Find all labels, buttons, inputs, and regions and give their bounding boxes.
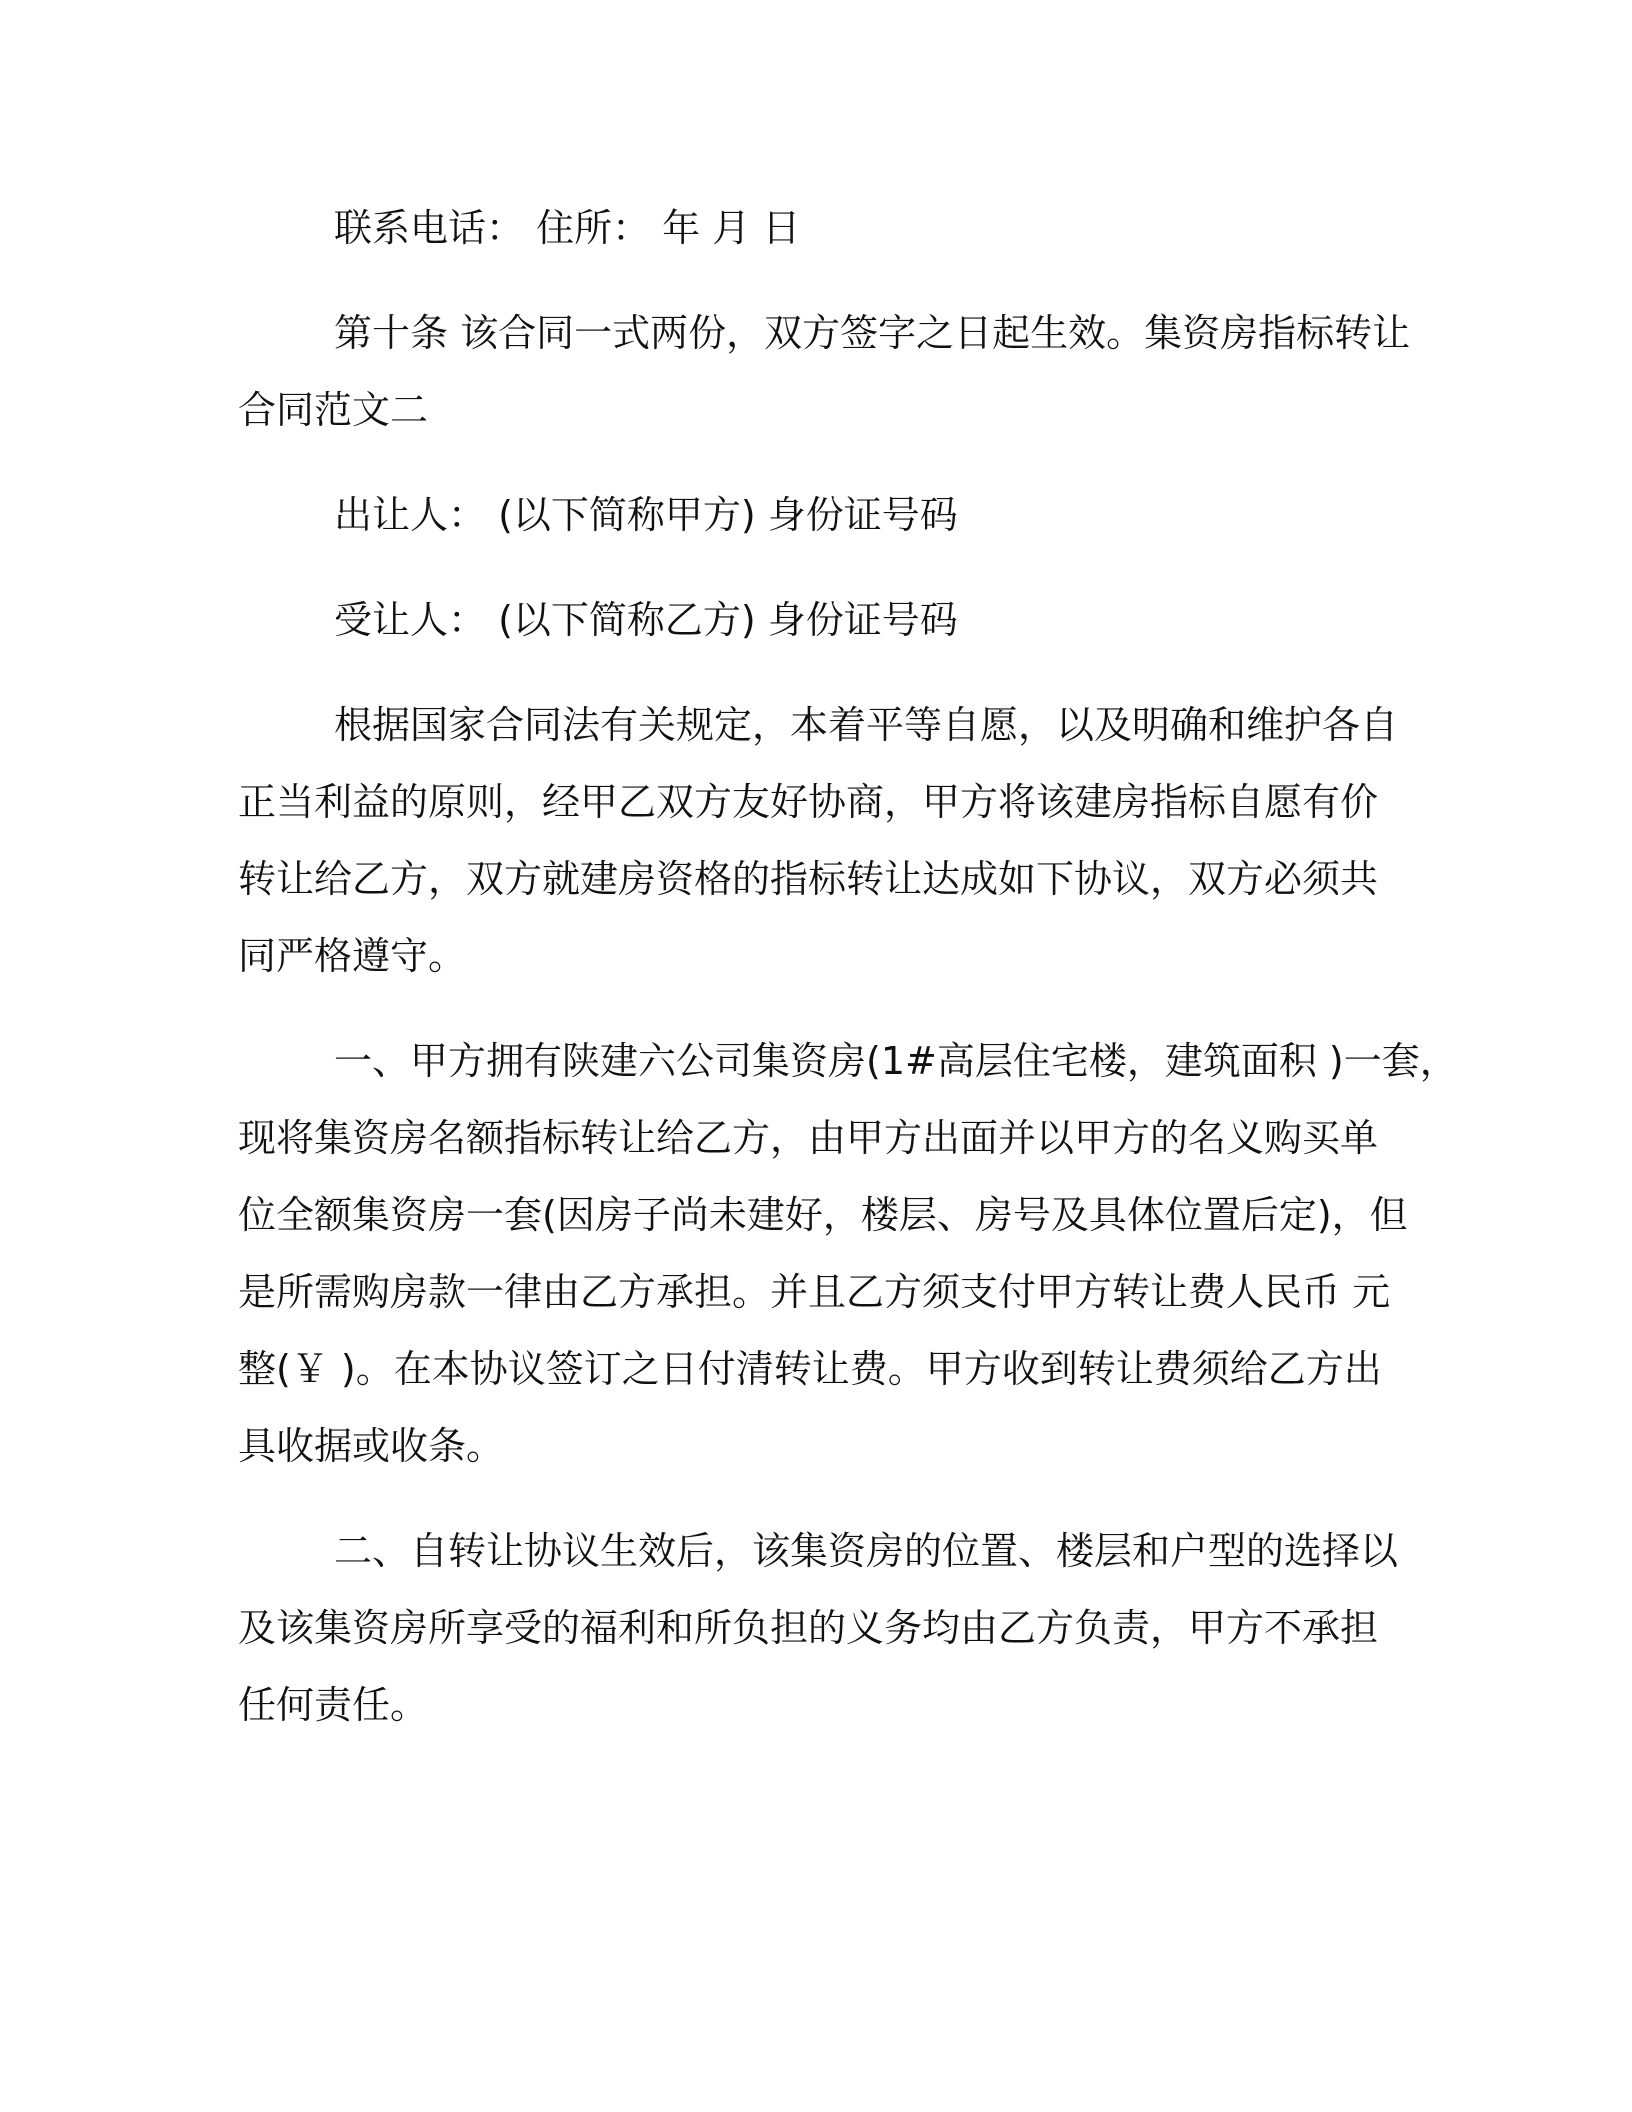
- text-line: 第十条 该合同一式两份，双方签字之日起生效。集资房指标转让: [334, 311, 1411, 355]
- paragraph-article-ten: [238, 295, 1411, 449]
- text-line: 一、甲方拥有陕建六公司集资房(1#高层住宅楼，建筑面积 )一套，: [334, 1039, 1458, 1083]
- text-line: 转让给乙方，双方就建房资格的指标转让达成如下协议，双方必须共: [238, 857, 1379, 901]
- text-line: 是所需购房款一律由乙方承担。并且乙方须支付甲方转让费人民币 元: [238, 1270, 1391, 1314]
- text-line: 联系电话： 住所： 年 月 日: [334, 206, 801, 250]
- paragraph-transferor: [238, 477, 1398, 554]
- paragraph-clause-two: [238, 1513, 1398, 1744]
- text-line: 整(￥ )。在本协议签订之日付清转让费。甲方收到转让费须给乙方出: [238, 1347, 1382, 1391]
- text-line: 同严格遵守。: [238, 934, 467, 978]
- text-line: 合同范文二: [238, 388, 429, 432]
- paragraph-contact-line: [238, 190, 1398, 267]
- text-line: 具收据或收条。: [238, 1424, 505, 1468]
- document-body: [238, 190, 1458, 1772]
- text-line: 正当利益的原则，经甲乙双方友好协商，甲方将该建房指标自愿有价: [238, 780, 1379, 824]
- paragraph-clause-one: [238, 1023, 1458, 1485]
- text-line: 位全额集资房一套(因房子尚未建好，楼层、房号及具体位置后定)，但: [238, 1193, 1408, 1237]
- paragraph-preamble: [238, 687, 1398, 995]
- text-line: 及该集资房所享受的福利和所负担的义务均由乙方负责，甲方不承担: [238, 1606, 1379, 1650]
- text-line: 二、自转让协议生效后，该集资房的位置、楼层和户型的选择以: [334, 1529, 1399, 1573]
- text-line: 根据国家合同法有关规定，本着平等自愿，以及明确和维护各自: [334, 703, 1399, 747]
- text-line: 出让人： (以下简称甲方) 身份证号码: [334, 493, 958, 537]
- text-line: 任何责任。: [238, 1683, 429, 1727]
- paragraph-transferee: [238, 582, 1398, 659]
- text-line: 现将集资房名额指标转让给乙方，由甲方出面并以甲方的名义购买单: [238, 1116, 1379, 1160]
- text-line: 受让人： (以下简称乙方) 身份证号码: [334, 598, 958, 642]
